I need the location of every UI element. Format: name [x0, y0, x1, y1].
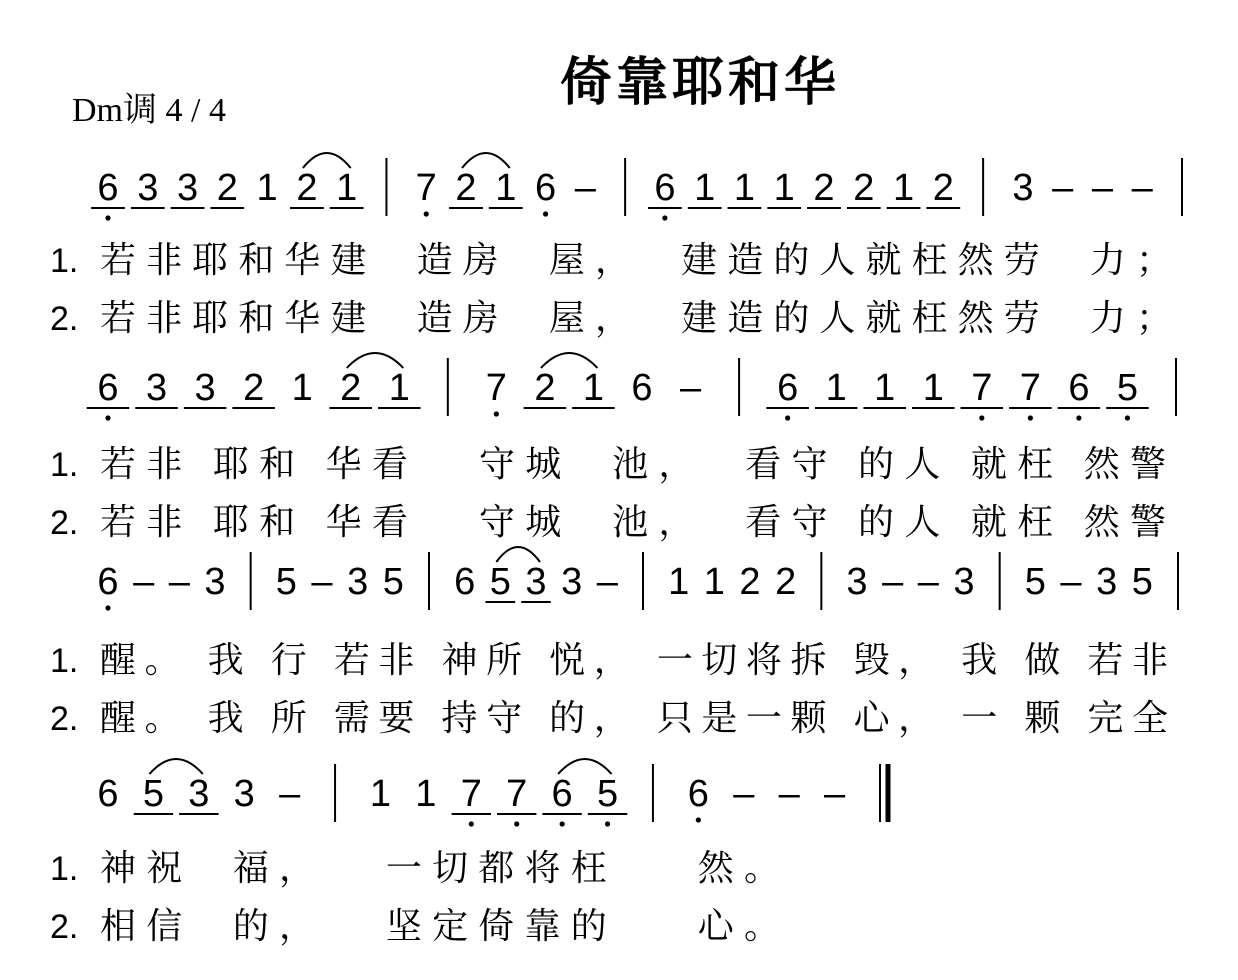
note: 1: [825, 367, 847, 409]
note: 3: [1012, 167, 1034, 209]
note: 1: [922, 367, 944, 409]
dash-note: –: [168, 561, 190, 603]
slur: [558, 759, 611, 774]
low-octave-dot: [979, 415, 984, 420]
low-octave-dot: [105, 215, 110, 220]
note: 2: [296, 167, 318, 209]
note: 3: [194, 367, 216, 409]
note: 6: [687, 773, 709, 815]
low-octave-dot: [662, 215, 667, 220]
note: 6: [777, 367, 799, 409]
note: 5: [596, 773, 619, 815]
dash-note: –: [824, 773, 846, 815]
note: 7: [485, 367, 507, 409]
dash-note: –: [679, 367, 702, 409]
lyric-line: 若非 耶和 华看 守城 池， 看守 的人 就枉 然警: [100, 443, 1167, 484]
low-octave-dot: [469, 821, 474, 826]
slur: [541, 353, 598, 368]
note: 5: [1024, 561, 1046, 603]
note: 2: [813, 167, 835, 209]
dash-note: –: [1060, 561, 1082, 603]
dash-note: –: [917, 561, 939, 603]
lyric-line: 醒。 我 行 若非 神所 悦， 一切将拆 毁， 我 做 若非: [100, 639, 1168, 680]
note: 1: [495, 167, 517, 209]
note: 5: [382, 561, 404, 603]
note: 2: [853, 167, 875, 209]
note: 2: [775, 561, 797, 603]
low-octave-dot: [543, 211, 548, 216]
dash-note: –: [279, 773, 301, 815]
note: 3: [145, 367, 168, 409]
note: 7: [1019, 367, 1041, 409]
slur: [462, 153, 510, 168]
note: 7: [460, 773, 482, 815]
verse-number: 1.: [50, 242, 79, 280]
note: 1: [694, 167, 716, 209]
note: 5: [142, 773, 164, 815]
note: 1: [256, 167, 278, 209]
note: 3: [137, 167, 159, 209]
note: 1: [892, 167, 915, 209]
note: 1: [703, 561, 725, 603]
note: 2: [534, 367, 556, 409]
note: 6: [97, 367, 119, 409]
note: 1: [874, 367, 896, 409]
note: 3: [188, 773, 210, 815]
note: 3: [233, 773, 255, 815]
note: 6: [97, 773, 119, 815]
note: 5: [1116, 367, 1139, 409]
slur: [347, 353, 404, 368]
note: 3: [846, 561, 868, 603]
dash-note: –: [311, 561, 333, 603]
note: 3: [347, 561, 369, 603]
note: 6: [534, 167, 557, 209]
low-octave-dot: [1076, 415, 1081, 420]
note: 3: [525, 561, 547, 603]
note: 1: [773, 167, 795, 209]
note: 5: [489, 561, 511, 603]
verse-number: 2.: [50, 504, 79, 542]
note: 7: [506, 773, 528, 815]
note: 2: [455, 167, 477, 209]
low-octave-dot: [1125, 415, 1130, 420]
note: 6: [631, 367, 653, 409]
low-octave-dot: [105, 605, 110, 610]
lyric-line: 相信 的， 坚定倚靠的 心。: [100, 905, 780, 946]
dash-note: –: [882, 561, 904, 603]
verse-number: 1.: [50, 850, 79, 888]
dash-note: –: [133, 561, 155, 603]
dash-note: –: [1052, 167, 1074, 209]
low-octave-dot: [696, 817, 701, 822]
low-octave-dot: [424, 211, 429, 216]
note: 1: [733, 167, 756, 209]
low-octave-dot: [560, 821, 565, 826]
song-title: 倚靠耶和华: [560, 53, 841, 113]
note: 2: [739, 561, 761, 603]
note: 7: [971, 367, 993, 409]
note: 2: [340, 367, 362, 409]
note: 3: [176, 167, 199, 209]
low-octave-dot: [1028, 415, 1033, 420]
note: 2: [243, 367, 265, 409]
note: 3: [561, 561, 583, 603]
note: 7: [415, 167, 437, 209]
low-octave-dot: [514, 821, 519, 826]
dash-note: –: [596, 561, 618, 603]
lyric-line: 若非耶和华建 造房 屋， 建造的人就枉然劳 力；: [100, 239, 1172, 280]
note: 1: [388, 367, 410, 409]
note: 1: [582, 367, 605, 409]
note: 6: [97, 561, 119, 603]
dash-note: –: [733, 773, 755, 815]
note: 1: [336, 167, 358, 209]
slur: [303, 153, 351, 168]
lyric-line: 醒。 我 所 需要 持守 的， 只是一颗 心， 一 颗 完全: [100, 697, 1168, 738]
note: 1: [369, 773, 392, 815]
lyric-line: 若非耶和华建 造房 屋， 建造的人就枉然劳 力；: [100, 297, 1172, 338]
verse-number: 1.: [50, 642, 79, 680]
dash-note: –: [778, 773, 800, 815]
lyric-line: 若非 耶和 华看 守城 池， 看守 的人 就枉 然警: [100, 501, 1167, 542]
note: 6: [97, 167, 119, 209]
note: 5: [275, 561, 297, 603]
key-signature: Dm调 4 / 4: [72, 92, 226, 129]
note: 6: [551, 773, 573, 815]
lyric-line: 神祝 福， 一切都将枉 然。: [100, 847, 780, 888]
note: 3: [953, 561, 975, 603]
note: 1: [291, 367, 313, 409]
note: 2: [932, 167, 954, 209]
low-octave-dot: [605, 821, 610, 826]
slur: [149, 759, 202, 774]
note: 6: [1068, 367, 1090, 409]
note: 3: [1096, 561, 1118, 603]
note: 6: [654, 167, 676, 209]
dash-note: –: [1091, 167, 1114, 209]
slur: [496, 547, 540, 562]
dash-note: –: [1131, 167, 1153, 209]
verse-number: 2.: [50, 300, 79, 338]
note: 6: [454, 561, 476, 603]
note: 1: [415, 773, 437, 815]
note: 3: [204, 561, 226, 603]
note: 1: [668, 561, 690, 603]
low-octave-dot: [105, 415, 110, 420]
verse-number: 2.: [50, 700, 79, 738]
note: 2: [216, 167, 238, 209]
note: 5: [1131, 561, 1153, 603]
dash-note: –: [574, 167, 596, 209]
verse-number: 1.: [50, 446, 79, 484]
low-octave-dot: [785, 415, 790, 420]
verse-number: 2.: [50, 908, 79, 946]
low-octave-dot: [494, 411, 499, 416]
